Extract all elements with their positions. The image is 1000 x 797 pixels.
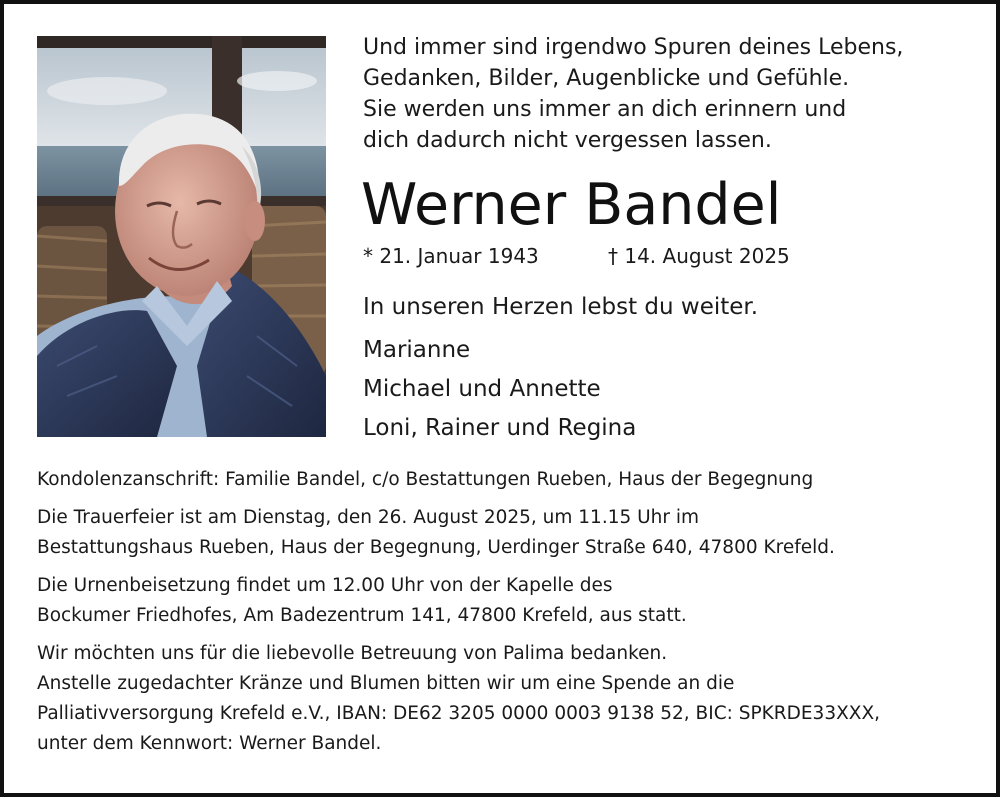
funeral-service-notice xyxy=(37,503,880,563)
notices xyxy=(37,465,880,767)
notice-line: Bockumer Friedhofes, Am Badezentrum 141, 47800 Krefeld, aus statt. xyxy=(37,605,687,626)
poem-line: Sie werden uns immer an dich erinnern und xyxy=(363,97,847,122)
notice-line: Palliativversorgung Krefeld e.V., IBAN: DE62 3205 0000 0003 9138 52, BIC: SPKRDE33XXX, xyxy=(37,703,880,724)
urn-burial-notice xyxy=(37,571,880,631)
family-member: Marianne xyxy=(363,337,471,363)
family-list xyxy=(363,331,636,448)
notice-line: Bestattungshaus Rueben, Haus der Begegnung, Uerdinger Straße 640, 47800 Krefeld. xyxy=(37,537,835,558)
motto: In unseren Herzen lebst du weiter. xyxy=(363,294,759,320)
deceased-name: Werner Bandel xyxy=(361,172,782,238)
notice-line: Anstelle zugedachter Kränze und Blumen bitten wir um eine Spende an die xyxy=(37,673,735,694)
notice-line: unter dem Kennwort: Werner Bandel. xyxy=(37,733,382,754)
notice-line: Wir möchten uns für die liebevolle Betreuung von Palima bedanken. xyxy=(37,643,668,664)
poem-line: dich dadurch nicht vergessen lassen. xyxy=(363,128,772,153)
poem xyxy=(363,32,903,156)
notice-line: Die Trauerfeier ist am Dienstag, den 26. August 2025, um 11.15 Uhr im xyxy=(37,507,700,528)
notice-line: Kondolenzanschrift: Familie Bandel, c/o Bestattungen Rueben, Haus der Begegnung xyxy=(37,469,814,490)
poem-line: Und immer sind irgendwo Spuren deines Lebens, xyxy=(363,35,904,60)
family-member: Michael und Annette xyxy=(363,376,601,402)
poem-line: Gedanken, Bilder, Augenblicke und Gefühle. xyxy=(363,66,850,91)
portrait-photo xyxy=(37,36,326,437)
notice-line: Die Urnenbeisetzung findet um 12.00 Uhr von der Kapelle des xyxy=(37,575,613,596)
donation-notice xyxy=(37,639,880,759)
family-member: Loni, Rainer und Regina xyxy=(363,415,637,441)
birth-date: * 21. Januar 1943 xyxy=(363,244,539,268)
condolence-address xyxy=(37,465,880,495)
death-date: † 14. August 2025 xyxy=(608,244,790,268)
life-dates xyxy=(363,242,790,270)
